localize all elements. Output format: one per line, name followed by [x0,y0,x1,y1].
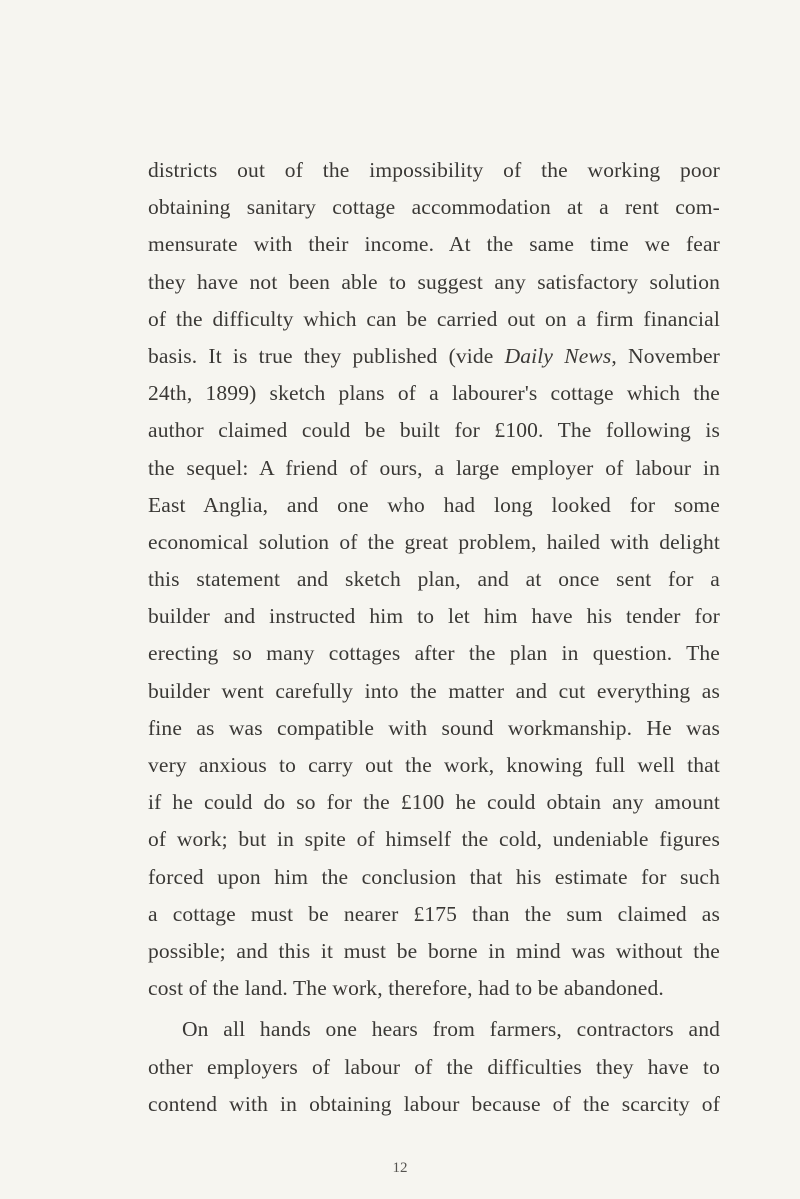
text-line: if he could do so for the £100 he could obtain any amount [148,790,720,815]
text-line: contend with in obtaining labour because of the scarcity of [148,1091,720,1116]
text-line: a cottage must be nearer £175 than the sum claimed as [148,901,720,926]
text-line: very anxious to carry out the work, knowing full well that [148,753,720,777]
text-line: 24th, 1899) sketch plans of a labourer's cottage which the [148,381,720,406]
text-line: districts out of the impossibility of the working poor [148,158,720,182]
text-line: possible; and this it must be borne in mind was without the [148,938,720,963]
text-line: the sequel: A friend of ours, a large employer of labour in [148,455,720,480]
text-line: East Anglia, and one who had long looked for some [148,492,720,517]
paragraph [148,152,720,1007]
text-line: builder and instructed him to let him have his tender for [148,604,720,629]
text-line: forced upon him the conclusion that his estimate for such [148,864,720,889]
page-number: 12 [392,1160,408,1176]
text-line: mensurate with their income. At the same time we fear [148,232,720,257]
paragraph [148,1011,720,1123]
body-text [148,152,720,1123]
text-line: economical solution of the great problem, hailed with delight [148,529,720,554]
text-line: of work; but in spite of himself the cold, undeniable figures [148,827,720,852]
text-line: erecting so many cottages after the plan in question. The [148,641,720,666]
newspaper-title: Daily News [504,343,612,368]
text-line: obtaining sanitary cottage accommodation at a rent com- [148,195,720,220]
text-line: builder went carefully into the matter and cut everything as [148,678,720,703]
text-line: this statement and sketch plan, and at once sent for a [148,567,720,592]
text-line: other employers of labour of the difficulties they have to [148,1054,720,1079]
text-line: On all hands one hears from farmers, contractors and [182,1017,720,1042]
text-line: author claimed could be built for £100. The following is [148,418,720,443]
text-line: basis. It is true they published (vide Daily News, November [148,343,720,368]
text-line: of the difficulty which can be carried out on a firm financial [148,306,720,331]
text-line: they have not been able to suggest any satisfactory solution [148,269,720,294]
text-line: cost of the land. The work, therefore, had to be abandoned. [148,976,664,1001]
text-line: fine as was compatible with sound workmanship. He was [148,715,720,740]
